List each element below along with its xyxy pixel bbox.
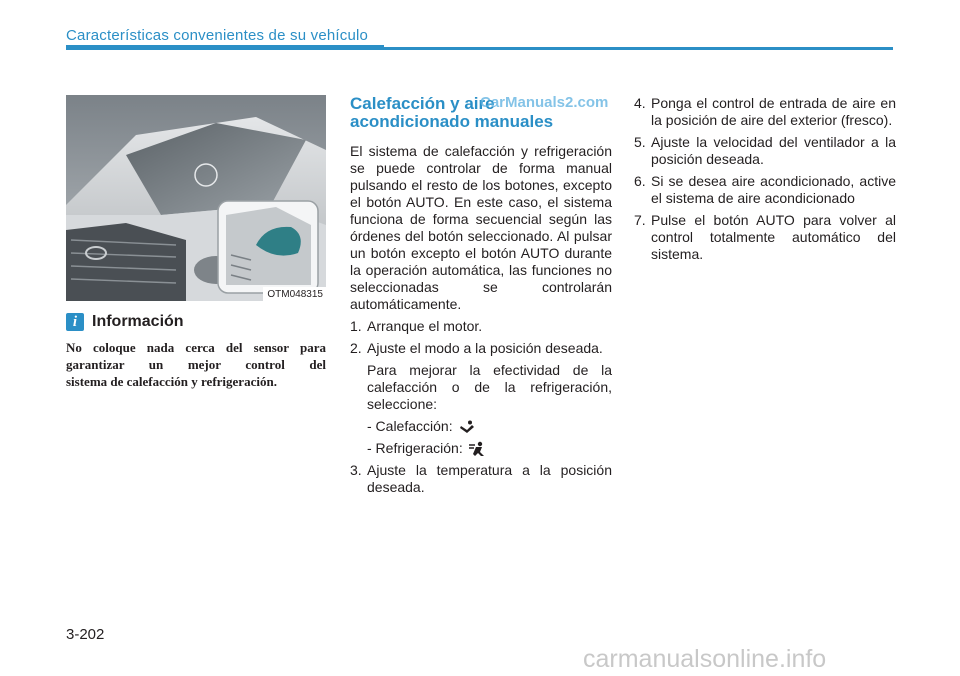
manual-title-line: acondicionado manuales <box>350 112 554 131</box>
step-item <box>350 340 612 357</box>
step-text: Pulse el botón AUTO para volver al control totalmente automático del sistema. <box>651 212 896 262</box>
manual-title-line: Calefacción y aire <box>350 94 495 113</box>
info-label: Información <box>92 313 184 330</box>
step-number: 7. <box>634 212 646 228</box>
info-heading <box>66 313 184 331</box>
cooling-option <box>367 440 612 457</box>
manual-column <box>350 95 612 501</box>
info-line: No coloque nada cerca del sensor para <box>66 340 326 355</box>
step-item <box>634 173 896 207</box>
step-number: 4. <box>634 95 646 111</box>
face-mode-icon <box>468 441 486 457</box>
step-text: Ajuste la velocidad del ventilador a la posición deseada. <box>651 134 896 167</box>
info-text <box>66 339 326 390</box>
manual-column-right <box>634 95 896 268</box>
figure-code: OTM048315 <box>263 287 326 301</box>
step-text: Ajuste el modo a la posición deseada. <box>367 340 603 356</box>
vehicle-illustration <box>66 95 326 301</box>
floor-mode-icon <box>458 420 476 434</box>
section-header: Características convenientes de su vehículo <box>66 27 369 44</box>
step-text: Ajuste la temperatura a la posición deseada. <box>367 462 612 495</box>
footer-watermark[interactable]: carmanualsonline.info <box>583 645 827 673</box>
heating-label: - Calefacción: <box>367 418 453 434</box>
header-accent-bar <box>66 45 384 50</box>
step-item <box>634 95 896 129</box>
step-number: 6. <box>634 173 646 189</box>
vehicle-photo <box>66 95 326 301</box>
step-item <box>350 462 612 496</box>
step-text: Ponga el control de entrada de aire en la posición de aire del exterior (fresco). <box>651 95 896 128</box>
step-number: 1. <box>350 318 362 334</box>
step-note: Para mejorar la efectividad de la calefacción o de la refrigeración, seleccione: <box>367 362 612 412</box>
step-text: Si se desea aire acondicionado, active el sistema de aire acondicionado <box>651 173 896 206</box>
step-item <box>634 134 896 168</box>
step-text: Arranque el motor. <box>367 318 483 334</box>
info-line: garantizar un mejor control del <box>66 357 326 372</box>
step-number: 3. <box>350 462 362 478</box>
watermark-link[interactable]: CarManuals2.com <box>480 94 609 111</box>
step-item <box>350 318 612 335</box>
info-icon: i <box>66 313 84 331</box>
info-line: sistema de calefacción y refrigeración. <box>66 374 277 389</box>
page-number: 3-202 <box>66 626 105 643</box>
step-number: 2. <box>350 340 362 356</box>
step-number: 5. <box>634 134 646 150</box>
heating-option <box>367 418 612 435</box>
step-item <box>634 212 896 263</box>
manual-intro: El sistema de calefacción y refrigeración se puede controlar de forma manual pulsando el resto de los botones, excepto el botón AUTO. En este caso, el sistema funciona de forma secuencial según las órdenes del botón seleccionado. Al pulsar un botón excepto el botón AUTO durante la operación automática, las funciones no seleccionadas se controlarán automáticamente. <box>350 143 612 312</box>
cooling-label: - Refrigeración: <box>367 440 463 456</box>
